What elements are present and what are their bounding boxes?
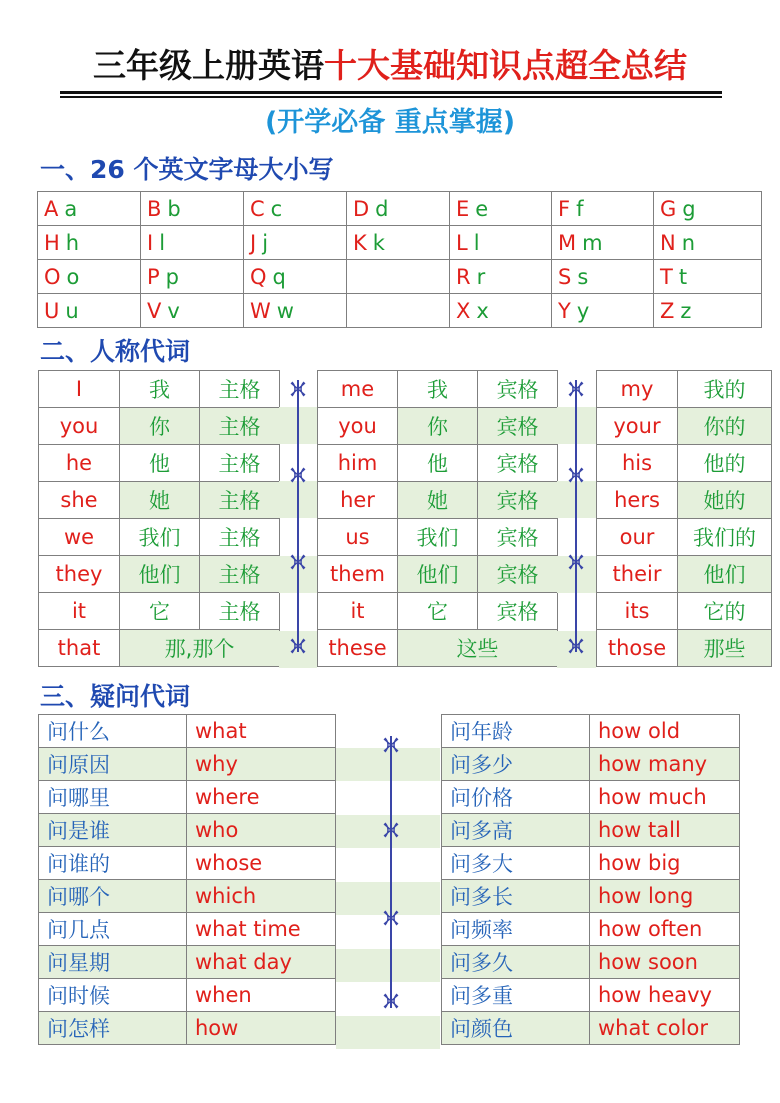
letter-cell — [450, 226, 552, 260]
pronoun-case: 宾格 — [478, 371, 558, 408]
question-phrase: whose — [187, 847, 336, 880]
uppercase-letter: X — [456, 298, 471, 323]
pronoun-word: I — [39, 371, 120, 408]
uppercase-letter: K — [353, 230, 367, 255]
question-phrase: how often — [590, 913, 740, 946]
question-phrase: what day — [187, 946, 336, 979]
pronoun-word: he — [39, 445, 120, 482]
pronoun-row — [318, 408, 558, 445]
pronoun-word: my — [597, 371, 678, 408]
question-phrase: how much — [590, 781, 740, 814]
bow-icon — [566, 465, 586, 485]
question-row — [39, 979, 336, 1012]
lowercase-letter: m — [582, 230, 603, 255]
pronoun-case: 主格 — [200, 593, 280, 630]
lowercase-letter: l — [159, 230, 166, 255]
pronoun-meaning: 我 — [398, 371, 478, 408]
lowercase-letter: l — [473, 230, 480, 255]
section-heading-question-words: 三、疑问代词 — [40, 682, 191, 711]
title-part-red: 十大基础知识点超全总结 — [324, 46, 687, 85]
question-phrase: how tall — [590, 814, 740, 847]
uppercase-letter: P — [147, 264, 160, 289]
pronoun-word: its — [597, 593, 678, 630]
lowercase-letter: a — [64, 196, 78, 221]
question-phrase: how heavy — [590, 979, 740, 1012]
lowercase-letter: w — [276, 298, 294, 323]
bow-icon — [288, 552, 308, 572]
uppercase-letter: M — [558, 230, 577, 255]
bow-icon — [288, 636, 308, 656]
uppercase-letter: W — [250, 298, 271, 323]
uppercase-letter: Q — [250, 264, 267, 289]
question-row — [442, 748, 740, 781]
pronoun-row — [39, 408, 280, 445]
pronoun-case: 宾格 — [478, 482, 558, 519]
question-meaning: 问是谁 — [39, 814, 187, 847]
lowercase-letter: g — [682, 196, 696, 221]
pronoun-row — [597, 556, 772, 593]
pronoun-row — [318, 556, 558, 593]
question-meaning: 问多久 — [442, 946, 590, 979]
letter-cell — [141, 260, 244, 294]
pronoun-row — [597, 630, 772, 667]
alphabet-row — [38, 192, 762, 226]
pronoun-meaning: 它的 — [678, 593, 772, 630]
pronoun-word: us — [318, 519, 398, 556]
subject-pronoun-table — [38, 370, 280, 667]
question-row — [442, 1012, 740, 1045]
letter-cell — [654, 226, 762, 260]
pronoun-word: she — [39, 482, 120, 519]
pronoun-meaning: 我的 — [678, 371, 772, 408]
pronoun-case: 主格 — [200, 556, 280, 593]
question-row — [442, 847, 740, 880]
letter-cell — [654, 260, 762, 294]
pronoun-meaning: 你的 — [678, 408, 772, 445]
pronoun-case: 主格 — [200, 519, 280, 556]
lowercase-letter: c — [270, 196, 283, 221]
pronoun-row — [597, 408, 772, 445]
letter-cell — [347, 226, 450, 260]
pronoun-row — [39, 445, 280, 482]
bow-icon — [381, 735, 401, 755]
pronoun-meaning: 这些 — [398, 630, 558, 667]
question-meaning: 问什么 — [39, 715, 187, 748]
chain-strip-right — [557, 370, 596, 668]
pronoun-row — [39, 630, 280, 667]
pronoun-word: those — [597, 630, 678, 667]
page-subtitle: (开学必备 重点掌握) — [264, 107, 516, 138]
pronoun-row — [318, 593, 558, 630]
section-heading-alphabet: 一、26 个英文字母大小写 — [40, 155, 334, 184]
alphabet-row — [38, 226, 762, 260]
uppercase-letter: I — [147, 230, 154, 255]
uppercase-letter: N — [660, 230, 676, 255]
letter-cell — [552, 260, 654, 294]
pronoun-word: that — [39, 630, 120, 667]
pronoun-meaning: 那些 — [678, 630, 772, 667]
pronoun-case: 主格 — [200, 482, 280, 519]
question-phrase: what — [187, 715, 336, 748]
pronoun-word: they — [39, 556, 120, 593]
pronoun-word: you — [318, 408, 398, 445]
question-words-table-right — [441, 714, 740, 1045]
question-meaning: 问年龄 — [442, 715, 590, 748]
pronoun-row — [39, 556, 280, 593]
question-row — [39, 946, 336, 979]
pronoun-word: you — [39, 408, 120, 445]
lowercase-letter: k — [372, 230, 385, 255]
page-title — [0, 42, 780, 90]
letter-cell — [244, 226, 347, 260]
pronoun-row — [318, 371, 558, 408]
letter-cell — [244, 260, 347, 294]
lowercase-letter: z — [680, 298, 692, 323]
lowercase-letter: o — [66, 264, 80, 289]
question-meaning: 问时候 — [39, 979, 187, 1012]
pronoun-word: it — [318, 593, 398, 630]
uppercase-letter: T — [660, 264, 673, 289]
pronoun-word: these — [318, 630, 398, 667]
lowercase-letter: d — [375, 196, 389, 221]
pronoun-case: 宾格 — [478, 519, 558, 556]
bow-icon — [381, 991, 401, 1011]
pronoun-meaning: 我们 — [120, 519, 200, 556]
question-meaning: 问谁的 — [39, 847, 187, 880]
letter-cell — [552, 192, 654, 226]
uppercase-letter: Y — [558, 298, 571, 323]
pronoun-word: we — [39, 519, 120, 556]
question-meaning: 问原因 — [39, 748, 187, 781]
pronoun-row — [597, 593, 772, 630]
bow-icon — [566, 552, 586, 572]
pronoun-word: your — [597, 408, 678, 445]
question-meaning: 问多少 — [442, 748, 590, 781]
letter-cell — [141, 294, 244, 328]
question-phrase: what time — [187, 913, 336, 946]
pronoun-word: it — [39, 593, 120, 630]
pronoun-meaning: 她的 — [678, 482, 772, 519]
letter-cell — [450, 260, 552, 294]
alphabet-table — [37, 191, 762, 328]
question-phrase: how old — [590, 715, 740, 748]
lowercase-letter: p — [165, 264, 180, 289]
question-row — [442, 814, 740, 847]
pronoun-meaning: 他们 — [678, 556, 772, 593]
uppercase-letter: E — [456, 196, 470, 221]
question-meaning: 问星期 — [39, 946, 187, 979]
question-row — [39, 748, 336, 781]
uppercase-letter: Z — [660, 298, 675, 323]
pronoun-meaning: 它 — [398, 593, 478, 630]
title-underline-thick — [60, 91, 722, 94]
pronoun-word: him — [318, 445, 398, 482]
question-words-table-left — [38, 714, 336, 1045]
pronoun-row — [318, 630, 558, 667]
question-meaning: 问哪里 — [39, 781, 187, 814]
letter-cell — [244, 192, 347, 226]
lowercase-letter: n — [681, 230, 696, 255]
letter-cell — [141, 192, 244, 226]
question-row — [39, 1012, 336, 1045]
uppercase-letter: V — [147, 298, 162, 323]
uppercase-letter: U — [44, 298, 60, 323]
title-underline-thin — [60, 96, 722, 98]
pronoun-meaning: 她 — [120, 482, 200, 519]
title-part-black: 三年级上册英语 — [93, 46, 324, 85]
question-phrase: how — [187, 1012, 336, 1045]
pronoun-row — [39, 593, 280, 630]
question-phrase: how many — [590, 748, 740, 781]
lowercase-letter: j — [262, 230, 269, 255]
pronoun-word: them — [318, 556, 398, 593]
pronoun-case: 宾格 — [478, 445, 558, 482]
pronoun-row — [318, 482, 558, 519]
question-row — [39, 814, 336, 847]
section-heading-pronouns: 二、人称代词 — [40, 337, 191, 366]
letter-cell — [654, 192, 762, 226]
letter-cell — [347, 260, 450, 294]
pronoun-meaning: 我们的 — [678, 519, 772, 556]
pronoun-row — [597, 482, 772, 519]
lowercase-letter: e — [475, 196, 489, 221]
letter-cell — [38, 294, 141, 328]
question-meaning: 问几点 — [39, 913, 187, 946]
pronoun-word: his — [597, 445, 678, 482]
pronoun-meaning: 他 — [120, 445, 200, 482]
object-pronoun-table — [317, 370, 558, 667]
pronoun-meaning: 那,那个 — [120, 630, 280, 667]
question-meaning: 问多高 — [442, 814, 590, 847]
lowercase-letter: f — [576, 196, 584, 221]
uppercase-letter: C — [250, 196, 265, 221]
question-row — [39, 847, 336, 880]
uppercase-letter: J — [250, 230, 257, 255]
uppercase-letter: A — [44, 196, 59, 221]
lowercase-letter: u — [65, 298, 79, 323]
pronoun-meaning: 我们 — [398, 519, 478, 556]
uppercase-letter: D — [353, 196, 370, 221]
chain-strip-middle — [336, 714, 440, 1049]
pronoun-case: 主格 — [200, 445, 280, 482]
pronoun-row — [597, 445, 772, 482]
question-meaning: 问怎样 — [39, 1012, 187, 1045]
question-row — [442, 715, 740, 748]
question-meaning: 问频率 — [442, 913, 590, 946]
possessive-pronoun-table — [596, 370, 772, 667]
question-row — [39, 880, 336, 913]
letter-cell — [552, 226, 654, 260]
letter-cell — [38, 226, 141, 260]
lowercase-letter: y — [576, 298, 590, 323]
pronoun-case: 宾格 — [478, 593, 558, 630]
uppercase-letter: G — [660, 196, 677, 221]
lowercase-letter: h — [65, 230, 80, 255]
question-row — [442, 880, 740, 913]
pronoun-meaning: 他 — [398, 445, 478, 482]
pronoun-meaning: 她 — [398, 482, 478, 519]
alphabet-row — [38, 260, 762, 294]
pronoun-row — [318, 519, 558, 556]
letter-cell — [450, 294, 552, 328]
lowercase-letter: x — [476, 298, 489, 323]
pronoun-row — [597, 519, 772, 556]
chain-strip-left — [279, 370, 317, 668]
pronoun-word: me — [318, 371, 398, 408]
question-row — [442, 913, 740, 946]
bow-icon — [566, 636, 586, 656]
lowercase-letter: q — [272, 264, 286, 289]
question-meaning: 问多大 — [442, 847, 590, 880]
bow-icon — [566, 379, 586, 399]
uppercase-letter: S — [558, 264, 572, 289]
lowercase-letter: v — [167, 298, 180, 323]
question-phrase: who — [187, 814, 336, 847]
question-phrase: which — [187, 880, 336, 913]
pronoun-row — [597, 371, 772, 408]
pronoun-word: her — [318, 482, 398, 519]
pronoun-meaning: 你 — [120, 408, 200, 445]
question-phrase: where — [187, 781, 336, 814]
pronoun-row — [39, 371, 280, 408]
question-phrase: when — [187, 979, 336, 1012]
question-phrase: what color — [590, 1012, 740, 1045]
bow-icon — [288, 379, 308, 399]
bow-icon — [381, 908, 401, 928]
question-meaning: 问价格 — [442, 781, 590, 814]
pronoun-case: 主格 — [200, 371, 280, 408]
pronoun-meaning: 他们 — [398, 556, 478, 593]
question-row — [39, 913, 336, 946]
lowercase-letter: r — [476, 264, 486, 289]
question-phrase: how soon — [590, 946, 740, 979]
pronoun-row — [318, 445, 558, 482]
pronoun-row — [39, 519, 280, 556]
letter-cell — [38, 192, 141, 226]
uppercase-letter: B — [147, 196, 162, 221]
question-row — [442, 946, 740, 979]
question-meaning: 问多重 — [442, 979, 590, 1012]
question-phrase: how big — [590, 847, 740, 880]
letter-cell — [347, 192, 450, 226]
question-row — [442, 979, 740, 1012]
lowercase-letter: s — [577, 264, 589, 289]
letter-cell — [654, 294, 762, 328]
alphabet-row — [38, 294, 762, 328]
pronoun-word: hers — [597, 482, 678, 519]
lowercase-letter: t — [678, 264, 688, 289]
letter-cell — [450, 192, 552, 226]
pronoun-meaning: 他们 — [120, 556, 200, 593]
pronoun-case: 主格 — [200, 408, 280, 445]
letter-cell — [347, 294, 450, 328]
letter-cell — [552, 294, 654, 328]
pronoun-meaning: 它 — [120, 593, 200, 630]
uppercase-letter: L — [456, 230, 468, 255]
question-row — [442, 781, 740, 814]
question-row — [39, 781, 336, 814]
uppercase-letter: H — [44, 230, 60, 255]
pronoun-word: their — [597, 556, 678, 593]
bow-icon — [381, 820, 401, 840]
pronoun-case: 宾格 — [478, 556, 558, 593]
uppercase-letter: R — [456, 264, 471, 289]
letter-cell — [244, 294, 347, 328]
letter-cell — [141, 226, 244, 260]
uppercase-letter: O — [44, 264, 61, 289]
pronoun-meaning: 我 — [120, 371, 200, 408]
lowercase-letter: b — [167, 196, 181, 221]
question-phrase: why — [187, 748, 336, 781]
letter-cell — [38, 260, 141, 294]
pronoun-meaning: 他的 — [678, 445, 772, 482]
question-row — [39, 715, 336, 748]
pronoun-word: our — [597, 519, 678, 556]
pronoun-meaning: 你 — [398, 408, 478, 445]
pronoun-row — [39, 482, 280, 519]
pronoun-case: 宾格 — [478, 408, 558, 445]
question-phrase: how long — [590, 880, 740, 913]
question-meaning: 问颜色 — [442, 1012, 590, 1045]
question-meaning: 问多长 — [442, 880, 590, 913]
question-meaning: 问哪个 — [39, 880, 187, 913]
bow-icon — [288, 465, 308, 485]
uppercase-letter: F — [558, 196, 571, 221]
